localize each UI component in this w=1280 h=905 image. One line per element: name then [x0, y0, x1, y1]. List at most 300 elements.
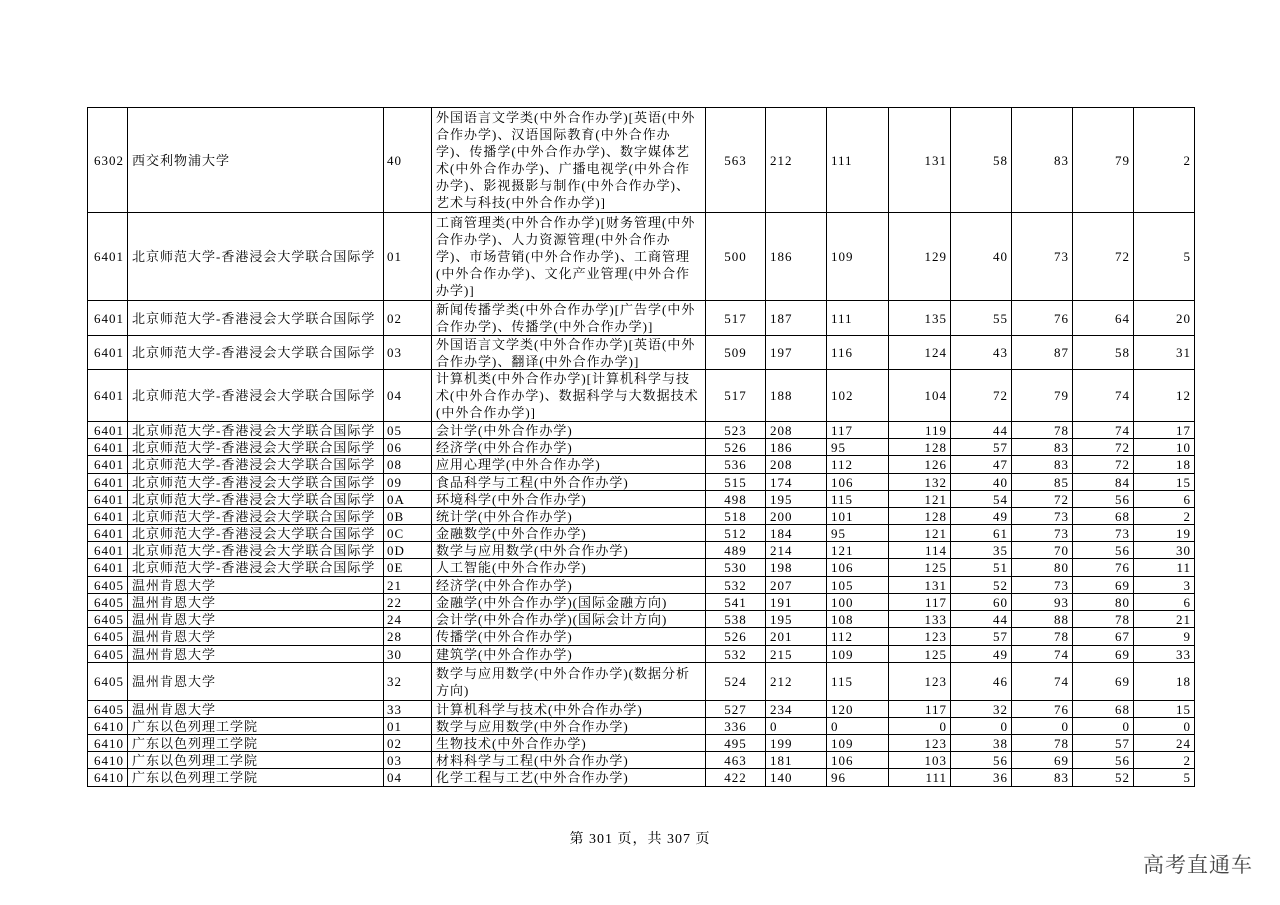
institution-name-cell [128, 525, 384, 542]
value-cell [1012, 422, 1073, 439]
institution-name-text: 温州肯恩大学 [132, 611, 217, 627]
value-cell [951, 663, 1012, 701]
value-text: 5 [1183, 770, 1191, 785]
value-cell [827, 735, 889, 752]
value-text: 215 [770, 646, 793, 662]
value-cell [889, 718, 951, 735]
value-text: 72 [1054, 491, 1069, 507]
value-text: 52 [1115, 770, 1130, 785]
major-code-cell [384, 525, 432, 542]
major-name-cell [432, 474, 706, 491]
value-text: 6 [1183, 491, 1191, 507]
value-cell [766, 718, 827, 735]
institution-code-text: 6401 [94, 525, 124, 541]
value-text: 109 [831, 249, 854, 264]
institution-name-cell [128, 663, 384, 701]
institution-code-text: 6405 [94, 674, 124, 689]
major-code-text: 30 [387, 646, 402, 662]
major-name-cell [432, 370, 706, 422]
value-text: 126 [924, 457, 947, 472]
value-cell [706, 525, 766, 542]
value-cell [827, 628, 889, 646]
institution-code-text: 6410 [94, 770, 124, 785]
value-cell [889, 213, 951, 301]
value-text: 17 [1176, 422, 1191, 438]
major-code-cell [384, 735, 432, 752]
institution-name-text: 北京师范大学-香港浸会大学联合国际学 [132, 422, 376, 438]
value-cell [766, 508, 827, 525]
major-name-text: 食品科学与工程(中外合作办学) [436, 474, 629, 490]
value-text: 69 [1115, 646, 1130, 662]
value-cell [706, 646, 766, 663]
value-cell [766, 577, 827, 594]
value-cell [1073, 439, 1134, 456]
value-cell [1012, 108, 1073, 213]
value-text: 518 [724, 508, 747, 524]
table-row [88, 301, 1195, 336]
institution-code-text: 6405 [94, 646, 124, 662]
value-cell [706, 735, 766, 752]
value-text: 117 [924, 594, 947, 610]
institution-code-cell [88, 439, 128, 456]
value-cell [889, 594, 951, 611]
value-text: 526 [724, 439, 747, 455]
value-cell [951, 336, 1012, 370]
table-row [88, 525, 1195, 542]
value-text: 532 [724, 646, 747, 662]
major-code-cell [384, 491, 432, 508]
major-name-text: 外国语言文学类(中外合作办学)[英语(中外合作办学)、汉语国际教育(中外合作办学)、传播学(中外合作办学)、数字媒体艺术(中外合作办学)、广播电视学(中外合作办学)、影视摄影与制作(中外合作办学)、艺术与科技(中外合作办学)] [436, 110, 696, 210]
value-text: 61 [993, 525, 1008, 541]
major-name-cell [432, 594, 706, 611]
value-cell [827, 439, 889, 456]
value-cell [1073, 542, 1134, 559]
value-text: 72 [1115, 439, 1130, 455]
value-cell [1134, 508, 1195, 525]
value-cell [1134, 735, 1195, 752]
value-text: 112 [831, 629, 854, 644]
value-text: 131 [924, 152, 947, 168]
value-text: 51 [993, 560, 1008, 575]
value-text: 2 [1183, 752, 1191, 768]
institution-code-cell [88, 735, 128, 752]
value-cell [827, 301, 889, 336]
value-cell [706, 301, 766, 336]
institution-code-cell [88, 213, 128, 301]
value-cell [827, 594, 889, 611]
table-row [88, 663, 1195, 701]
major-code-cell [384, 611, 432, 628]
institution-name-cell [128, 491, 384, 508]
major-name-cell [432, 508, 706, 525]
value-text: 10 [1176, 439, 1191, 455]
institution-code-text: 6401 [94, 474, 124, 490]
value-text: 111 [831, 310, 853, 326]
value-cell [766, 108, 827, 213]
institution-name-text: 北京师范大学-香港浸会大学联合国际学 [132, 474, 376, 490]
institution-code-text: 6401 [94, 345, 124, 360]
value-cell [827, 701, 889, 718]
value-cell [766, 370, 827, 422]
value-text: 102 [831, 388, 854, 403]
value-text: 198 [770, 560, 793, 575]
table-row [88, 646, 1195, 663]
value-cell [1012, 370, 1073, 422]
value-cell [1012, 301, 1073, 336]
value-cell [827, 542, 889, 559]
value-text: 72 [993, 388, 1008, 403]
value-text: 530 [724, 560, 747, 575]
value-cell [706, 611, 766, 628]
value-cell [1073, 752, 1134, 769]
major-name-text: 统计学(中外合作办学) [436, 508, 573, 524]
value-text: 74 [1054, 646, 1069, 662]
value-text: 93 [1054, 594, 1069, 610]
value-text: 495 [724, 735, 747, 751]
value-text: 73 [1054, 249, 1069, 264]
major-name-cell [432, 301, 706, 336]
major-name-text: 计算机科学与技术(中外合作办学) [436, 701, 643, 717]
institution-name-cell [128, 735, 384, 752]
value-cell [951, 577, 1012, 594]
institution-name-cell [128, 108, 384, 213]
major-code-text: 04 [387, 770, 402, 785]
institution-name-text: 北京师范大学-香港浸会大学联合国际学 [132, 508, 376, 524]
value-cell [1073, 336, 1134, 370]
value-cell [1073, 508, 1134, 525]
value-cell [951, 701, 1012, 718]
value-text: 121 [831, 542, 854, 558]
institution-name-cell [128, 301, 384, 336]
value-cell [1134, 628, 1195, 646]
value-cell [1012, 752, 1073, 769]
value-cell [827, 491, 889, 508]
major-code-cell [384, 663, 432, 701]
value-text: 54 [993, 491, 1008, 507]
major-name-text: 化学工程与工艺(中外合作办学) [436, 770, 629, 785]
institution-name-text: 广东以色列理工学院 [132, 770, 259, 785]
value-cell [706, 508, 766, 525]
value-text: 541 [724, 594, 747, 610]
major-name-cell [432, 491, 706, 508]
major-name-text: 会计学(中外合作办学)(国际会计方向) [436, 611, 668, 627]
value-text: 76 [1115, 560, 1130, 575]
institution-name-cell [128, 769, 384, 787]
value-text: 31 [1176, 345, 1191, 360]
major-name-cell [432, 559, 706, 577]
institution-code-text: 6405 [94, 629, 124, 644]
value-text: 532 [724, 577, 747, 593]
institution-name-cell [128, 559, 384, 577]
value-cell [1012, 456, 1073, 474]
major-code-text: 03 [387, 345, 402, 360]
major-code-text: 05 [387, 422, 402, 438]
major-code-text: 02 [387, 735, 402, 751]
major-code-text: 08 [387, 457, 402, 472]
value-text: 73 [1054, 577, 1069, 593]
value-text: 20 [1176, 310, 1191, 326]
value-text: 30 [1176, 542, 1191, 558]
value-text: 174 [770, 474, 793, 490]
value-cell [706, 491, 766, 508]
institution-code-cell [88, 752, 128, 769]
value-text: 55 [993, 310, 1008, 326]
value-text: 0 [1183, 718, 1191, 734]
value-text: 135 [924, 310, 947, 326]
major-code-cell [384, 718, 432, 735]
major-code-text: 40 [387, 152, 402, 168]
table-row [88, 491, 1195, 508]
value-cell [706, 577, 766, 594]
value-cell [1012, 542, 1073, 559]
value-cell [706, 559, 766, 577]
value-cell [1073, 594, 1134, 611]
value-cell [951, 646, 1012, 663]
value-cell [1134, 301, 1195, 336]
value-text: 58 [993, 152, 1008, 168]
major-code-cell [384, 628, 432, 646]
value-cell [1073, 301, 1134, 336]
value-text: 105 [831, 577, 854, 593]
value-text: 108 [831, 611, 854, 627]
value-text: 208 [770, 457, 793, 472]
value-cell [1012, 718, 1073, 735]
major-name-cell [432, 611, 706, 628]
value-cell [1073, 663, 1134, 701]
value-text: 15 [1176, 701, 1191, 717]
institution-name-cell [128, 628, 384, 646]
institution-name-text: 北京师范大学-香港浸会大学联合国际学 [132, 249, 376, 264]
value-text: 47 [993, 457, 1008, 472]
value-cell [827, 508, 889, 525]
value-cell [1134, 108, 1195, 213]
value-text: 49 [993, 508, 1008, 524]
institution-code-cell [88, 108, 128, 213]
major-code-text: 04 [387, 388, 402, 403]
major-code-text: 01 [387, 718, 402, 734]
major-code-text: 0A [387, 491, 405, 507]
value-cell [1012, 525, 1073, 542]
value-cell [951, 456, 1012, 474]
major-code-text: 03 [387, 752, 402, 768]
value-text: 5 [1183, 249, 1191, 264]
value-text: 40 [993, 249, 1008, 264]
value-text: 197 [770, 345, 793, 360]
value-cell [1073, 646, 1134, 663]
major-code-cell [384, 577, 432, 594]
major-code-text: 01 [387, 249, 402, 264]
value-cell [827, 752, 889, 769]
major-name-text: 数学与应用数学(中外合作办学)(数据分析方向) [436, 665, 690, 698]
value-cell [951, 370, 1012, 422]
institution-name-text: 北京师范大学-香港浸会大学联合国际学 [132, 457, 376, 472]
value-cell [951, 508, 1012, 525]
value-cell [1134, 663, 1195, 701]
institution-code-text: 6405 [94, 577, 124, 593]
major-code-cell [384, 646, 432, 663]
institution-name-cell [128, 542, 384, 559]
value-cell [706, 542, 766, 559]
value-text: 78 [1054, 422, 1069, 438]
value-text: 24 [1176, 735, 1191, 751]
value-text: 88 [1054, 611, 1069, 627]
value-text: 0 [1000, 718, 1008, 734]
institution-code-text: 6401 [94, 249, 124, 264]
value-cell [706, 336, 766, 370]
institution-code-text: 6405 [94, 701, 124, 717]
value-cell [889, 525, 951, 542]
value-cell [951, 628, 1012, 646]
major-code-cell [384, 542, 432, 559]
value-cell [1073, 108, 1134, 213]
major-name-text: 金融学(中外合作办学)(国际金融方向) [436, 594, 668, 610]
institution-code-cell [88, 525, 128, 542]
value-cell [1012, 646, 1073, 663]
value-text: 212 [770, 152, 793, 168]
value-text: 125 [924, 560, 947, 575]
institution-name-text: 北京师范大学-香港浸会大学联合国际学 [132, 439, 376, 455]
value-text: 18 [1176, 457, 1191, 472]
value-cell [951, 559, 1012, 577]
value-cell [1134, 646, 1195, 663]
value-cell [1134, 718, 1195, 735]
value-text: 214 [770, 542, 793, 558]
institution-name-cell [128, 611, 384, 628]
institution-name-text: 北京师范大学-香港浸会大学联合国际学 [132, 525, 376, 541]
value-cell [766, 525, 827, 542]
value-cell [706, 474, 766, 491]
institution-name-text: 广东以色列理工学院 [132, 735, 259, 751]
value-cell [951, 752, 1012, 769]
institution-code-cell [88, 701, 128, 718]
major-name-cell [432, 422, 706, 439]
value-text: 68 [1115, 508, 1130, 524]
data-table [87, 107, 1195, 787]
value-text: 76 [1054, 310, 1069, 326]
value-cell [1012, 474, 1073, 491]
value-cell [766, 439, 827, 456]
value-text: 67 [1115, 629, 1130, 644]
institution-name-text: 广东以色列理工学院 [132, 752, 259, 768]
value-cell [1012, 769, 1073, 787]
value-cell [1073, 491, 1134, 508]
value-text: 111 [925, 770, 947, 785]
major-code-text: 09 [387, 474, 402, 490]
value-cell [1073, 701, 1134, 718]
value-text: 78 [1115, 611, 1130, 627]
value-text: 73 [1054, 508, 1069, 524]
value-text: 111 [831, 152, 853, 168]
value-cell [706, 213, 766, 301]
value-text: 19 [1176, 525, 1191, 541]
value-text: 56 [1115, 542, 1130, 558]
institution-code-text: 6401 [94, 439, 124, 455]
table-row [88, 370, 1195, 422]
institution-name-cell [128, 336, 384, 370]
value-text: 131 [924, 577, 947, 593]
value-cell [1134, 594, 1195, 611]
value-cell [1012, 735, 1073, 752]
value-cell [766, 628, 827, 646]
value-cell [889, 336, 951, 370]
major-name-text: 建筑学(中外合作办学) [436, 646, 573, 662]
value-cell [766, 735, 827, 752]
value-text: 76 [1054, 701, 1069, 717]
value-text: 73 [1054, 525, 1069, 541]
value-text: 68 [1115, 701, 1130, 717]
value-cell [766, 663, 827, 701]
value-cell [889, 628, 951, 646]
major-name-text: 金融数学(中外合作办学) [436, 525, 587, 541]
value-cell [766, 594, 827, 611]
institution-name-text: 北京师范大学-香港浸会大学联合国际学 [132, 491, 376, 507]
major-name-text: 材料科学与工程(中外合作办学) [436, 752, 629, 768]
major-name-text: 新闻传播学类(中外合作办学)[广告学(中外合作办学)、传播学(中外合作办学)] [436, 302, 696, 334]
value-cell [1073, 735, 1134, 752]
institution-code-cell [88, 559, 128, 577]
major-name-cell [432, 213, 706, 301]
value-cell [1134, 769, 1195, 787]
value-text: 517 [724, 388, 747, 403]
value-text: 538 [724, 611, 747, 627]
value-cell [951, 718, 1012, 735]
value-cell [1012, 439, 1073, 456]
value-text: 56 [1115, 491, 1130, 507]
value-cell [766, 701, 827, 718]
value-text: 43 [993, 345, 1008, 360]
value-cell [1073, 456, 1134, 474]
major-name-text: 环境科学(中外合作办学) [436, 491, 587, 507]
major-name-cell [432, 525, 706, 542]
value-text: 74 [1115, 422, 1130, 438]
value-text: 9 [1183, 629, 1191, 644]
value-text: 36 [993, 770, 1008, 785]
value-text: 57 [993, 439, 1008, 455]
value-text: 117 [924, 701, 947, 717]
value-cell [766, 559, 827, 577]
value-cell [766, 213, 827, 301]
value-cell [1073, 525, 1134, 542]
institution-code-cell [88, 646, 128, 663]
major-code-text: 28 [387, 629, 402, 644]
value-text: 123 [924, 674, 947, 689]
table-row [88, 542, 1195, 559]
major-name-cell [432, 628, 706, 646]
value-cell [827, 611, 889, 628]
table-row [88, 752, 1195, 769]
value-text: 95 [831, 525, 846, 541]
value-text: 201 [770, 629, 793, 644]
value-cell [1134, 456, 1195, 474]
value-cell [1073, 559, 1134, 577]
value-cell [766, 769, 827, 787]
value-text: 116 [831, 345, 854, 360]
value-cell [1073, 370, 1134, 422]
institution-code-cell [88, 456, 128, 474]
institution-name-cell [128, 718, 384, 735]
value-text: 44 [993, 422, 1008, 438]
value-cell [766, 301, 827, 336]
major-code-text: 24 [387, 611, 402, 627]
major-name-text: 计算机类(中外合作办学)[计算机科学与技术(中外合作办学)、数据科学与大数据技术(中外合作办学)] [436, 371, 699, 420]
value-text: 84 [1115, 474, 1130, 490]
value-cell [1134, 701, 1195, 718]
value-text: 125 [924, 646, 947, 662]
major-name-cell [432, 663, 706, 701]
value-cell [827, 336, 889, 370]
major-name-cell [432, 646, 706, 663]
value-cell [706, 456, 766, 474]
